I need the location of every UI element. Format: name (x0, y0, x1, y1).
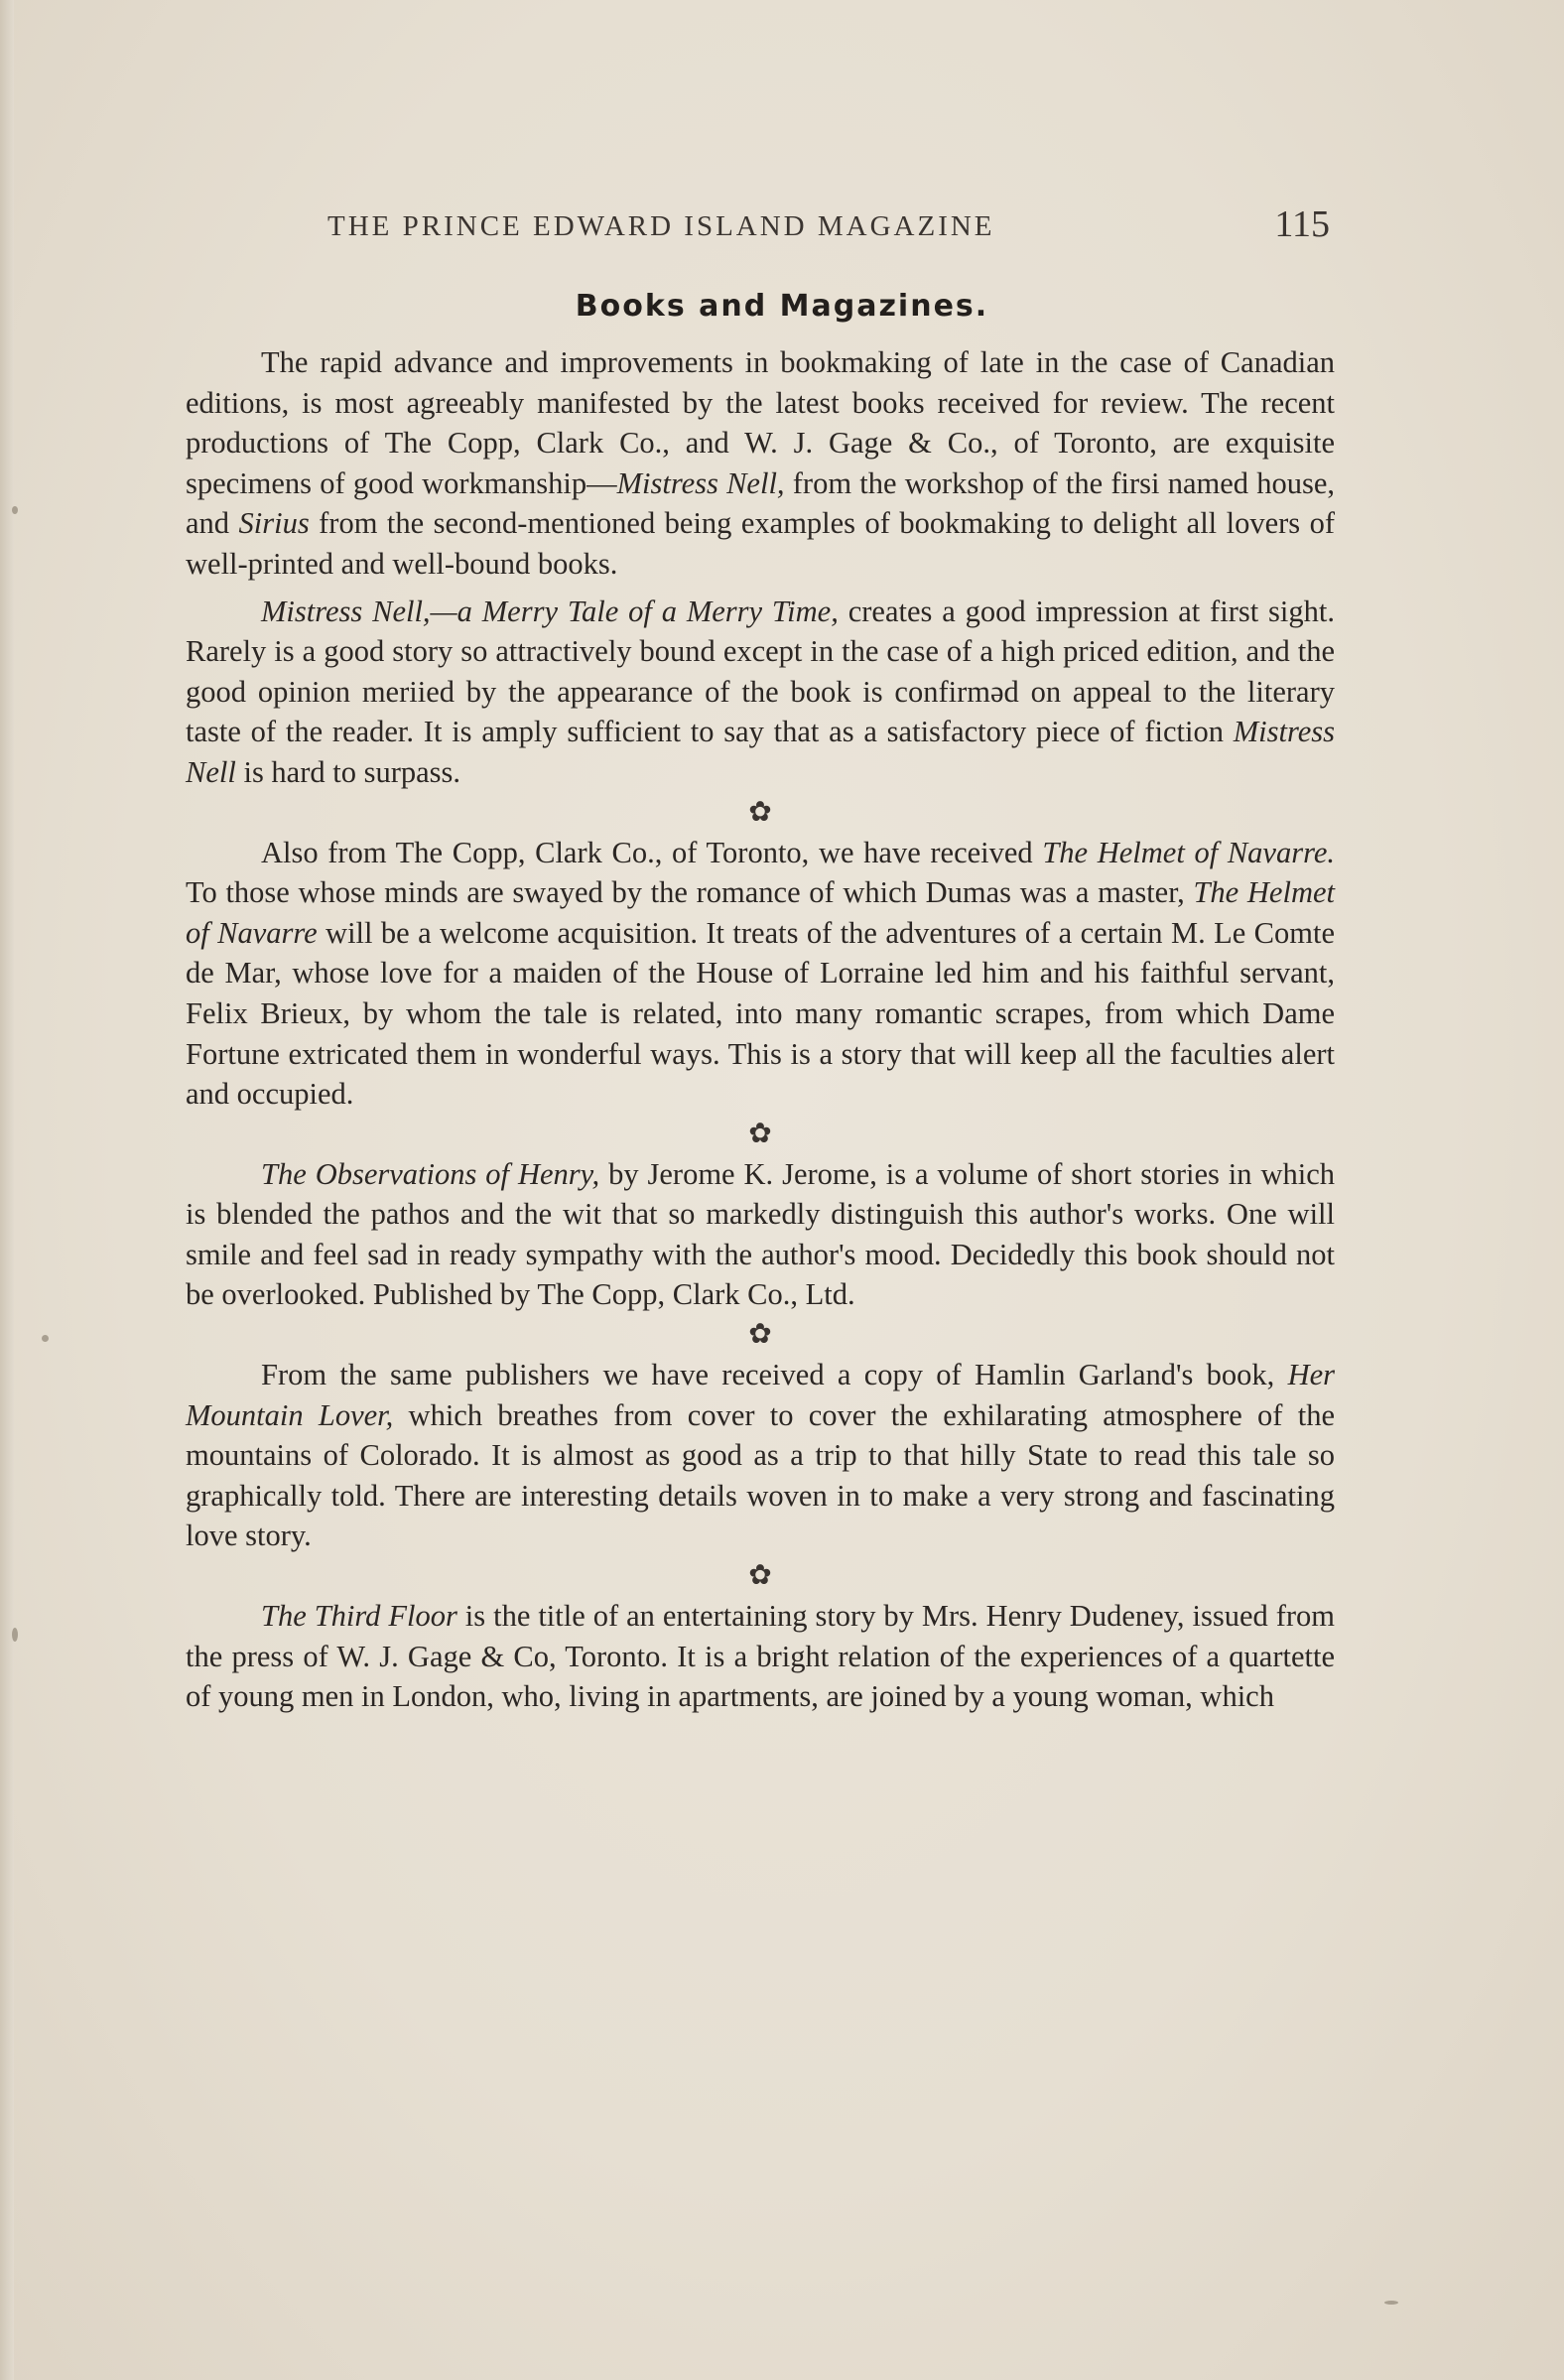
paper-speck (12, 1628, 18, 1642)
flower-ornament-icon: ✿ (748, 1560, 772, 1592)
paper-speck (12, 506, 18, 514)
running-head: THE PRINCE EDWARD ISLAND MAGAZINE (327, 210, 995, 242)
paragraph-5: From the same publishers we have received a copy of Hamlin Garland's book, Her Mountain Lover, which breathes from cover to cover the exhilarating atmosphere of the mountains of Colorado. It is almost as good as a trip to that hilly State to read this tale so graphically told. There are interesting details woven in to make a very strong and fascinating love story. (186, 1358, 1335, 1553)
page-edge (0, 0, 14, 2380)
article-body (186, 342, 1335, 1717)
flower-ornament-icon: ✿ (748, 1118, 772, 1149)
flower-ornament-icon: ✿ (748, 1319, 772, 1351)
page-number: 115 (1274, 203, 1330, 245)
page-header (327, 202, 1330, 252)
paragraph-3: Also from The Copp, Clark Co., of Toronto, we have received The Helmet of Navarre. To those whose minds are swayed by the romance of which Dumas was a master, The Helmet of Navarre will be a welcome acquisition. It treats of the adventures of a certain M. Le Comte de Mar, whose love for a maiden of the House of Lorraine led him and his faithful servant, Felix Brieux, by whom the tale is related, into many romantic scrapes, from which Dame Fortune extricated them in wonderful ways. This is a story that will keep all the faculties alert and occupied. (186, 835, 1336, 1112)
paper-speck (42, 1335, 49, 1342)
paragraph-2: Mistress Nell,—a Merry Tale of a Merry Time, creates a good impression at first sight. Rarely is a good story so attractively bound except in the case of a high priced edition, and the good opinion meriied by the appearance of the book is confirmәd on appeal to the literary taste of the reader. It is amply sufficient to say that as a satisfactory piece of fiction Mistress Nell is hard to surpass. (186, 594, 1335, 789)
paragraph-6: The Third Floor is the title of an entertaining story by Mrs. Henry Dudeney, issued from the press of W. J. Gage & Co, Toronto. It is a bright relation of the experiences of a quartette of young men in London, who, living in apartments, are joined by a young woman, which (186, 1599, 1335, 1714)
paragraph-4: The Observations of Henry, by Jerome K. Jerome, is a volume of short stories in which is blended the pathos and the wit that so markedly distinguish this author's works. One will smile and feel sad in ready sympathy with the author's mood. Decidedly this book should not be overlooked. Published by The Copp, Clark Co., Ltd. (186, 1156, 1336, 1312)
paper-speck (1384, 2301, 1398, 2305)
paragraph-1: The rapid advance and improvements in bookmaking of late in the case of Canadian editions, is most agreeably manifested by the latest books received for review. The recent productions of The Copp, Clark Co., and W. J. Gage & Co., of Toronto, are exquisite specimens of good workmanship—Mistress Nell, from the workshop of the firsi named house, and Sirius from the second-mentioned being examples of bookmaking to delight all lovers of well-printed and well-bound books. (186, 345, 1335, 581)
flower-ornament-icon: ✿ (748, 796, 772, 828)
section-heading: Books and Magazines. (575, 289, 989, 324)
